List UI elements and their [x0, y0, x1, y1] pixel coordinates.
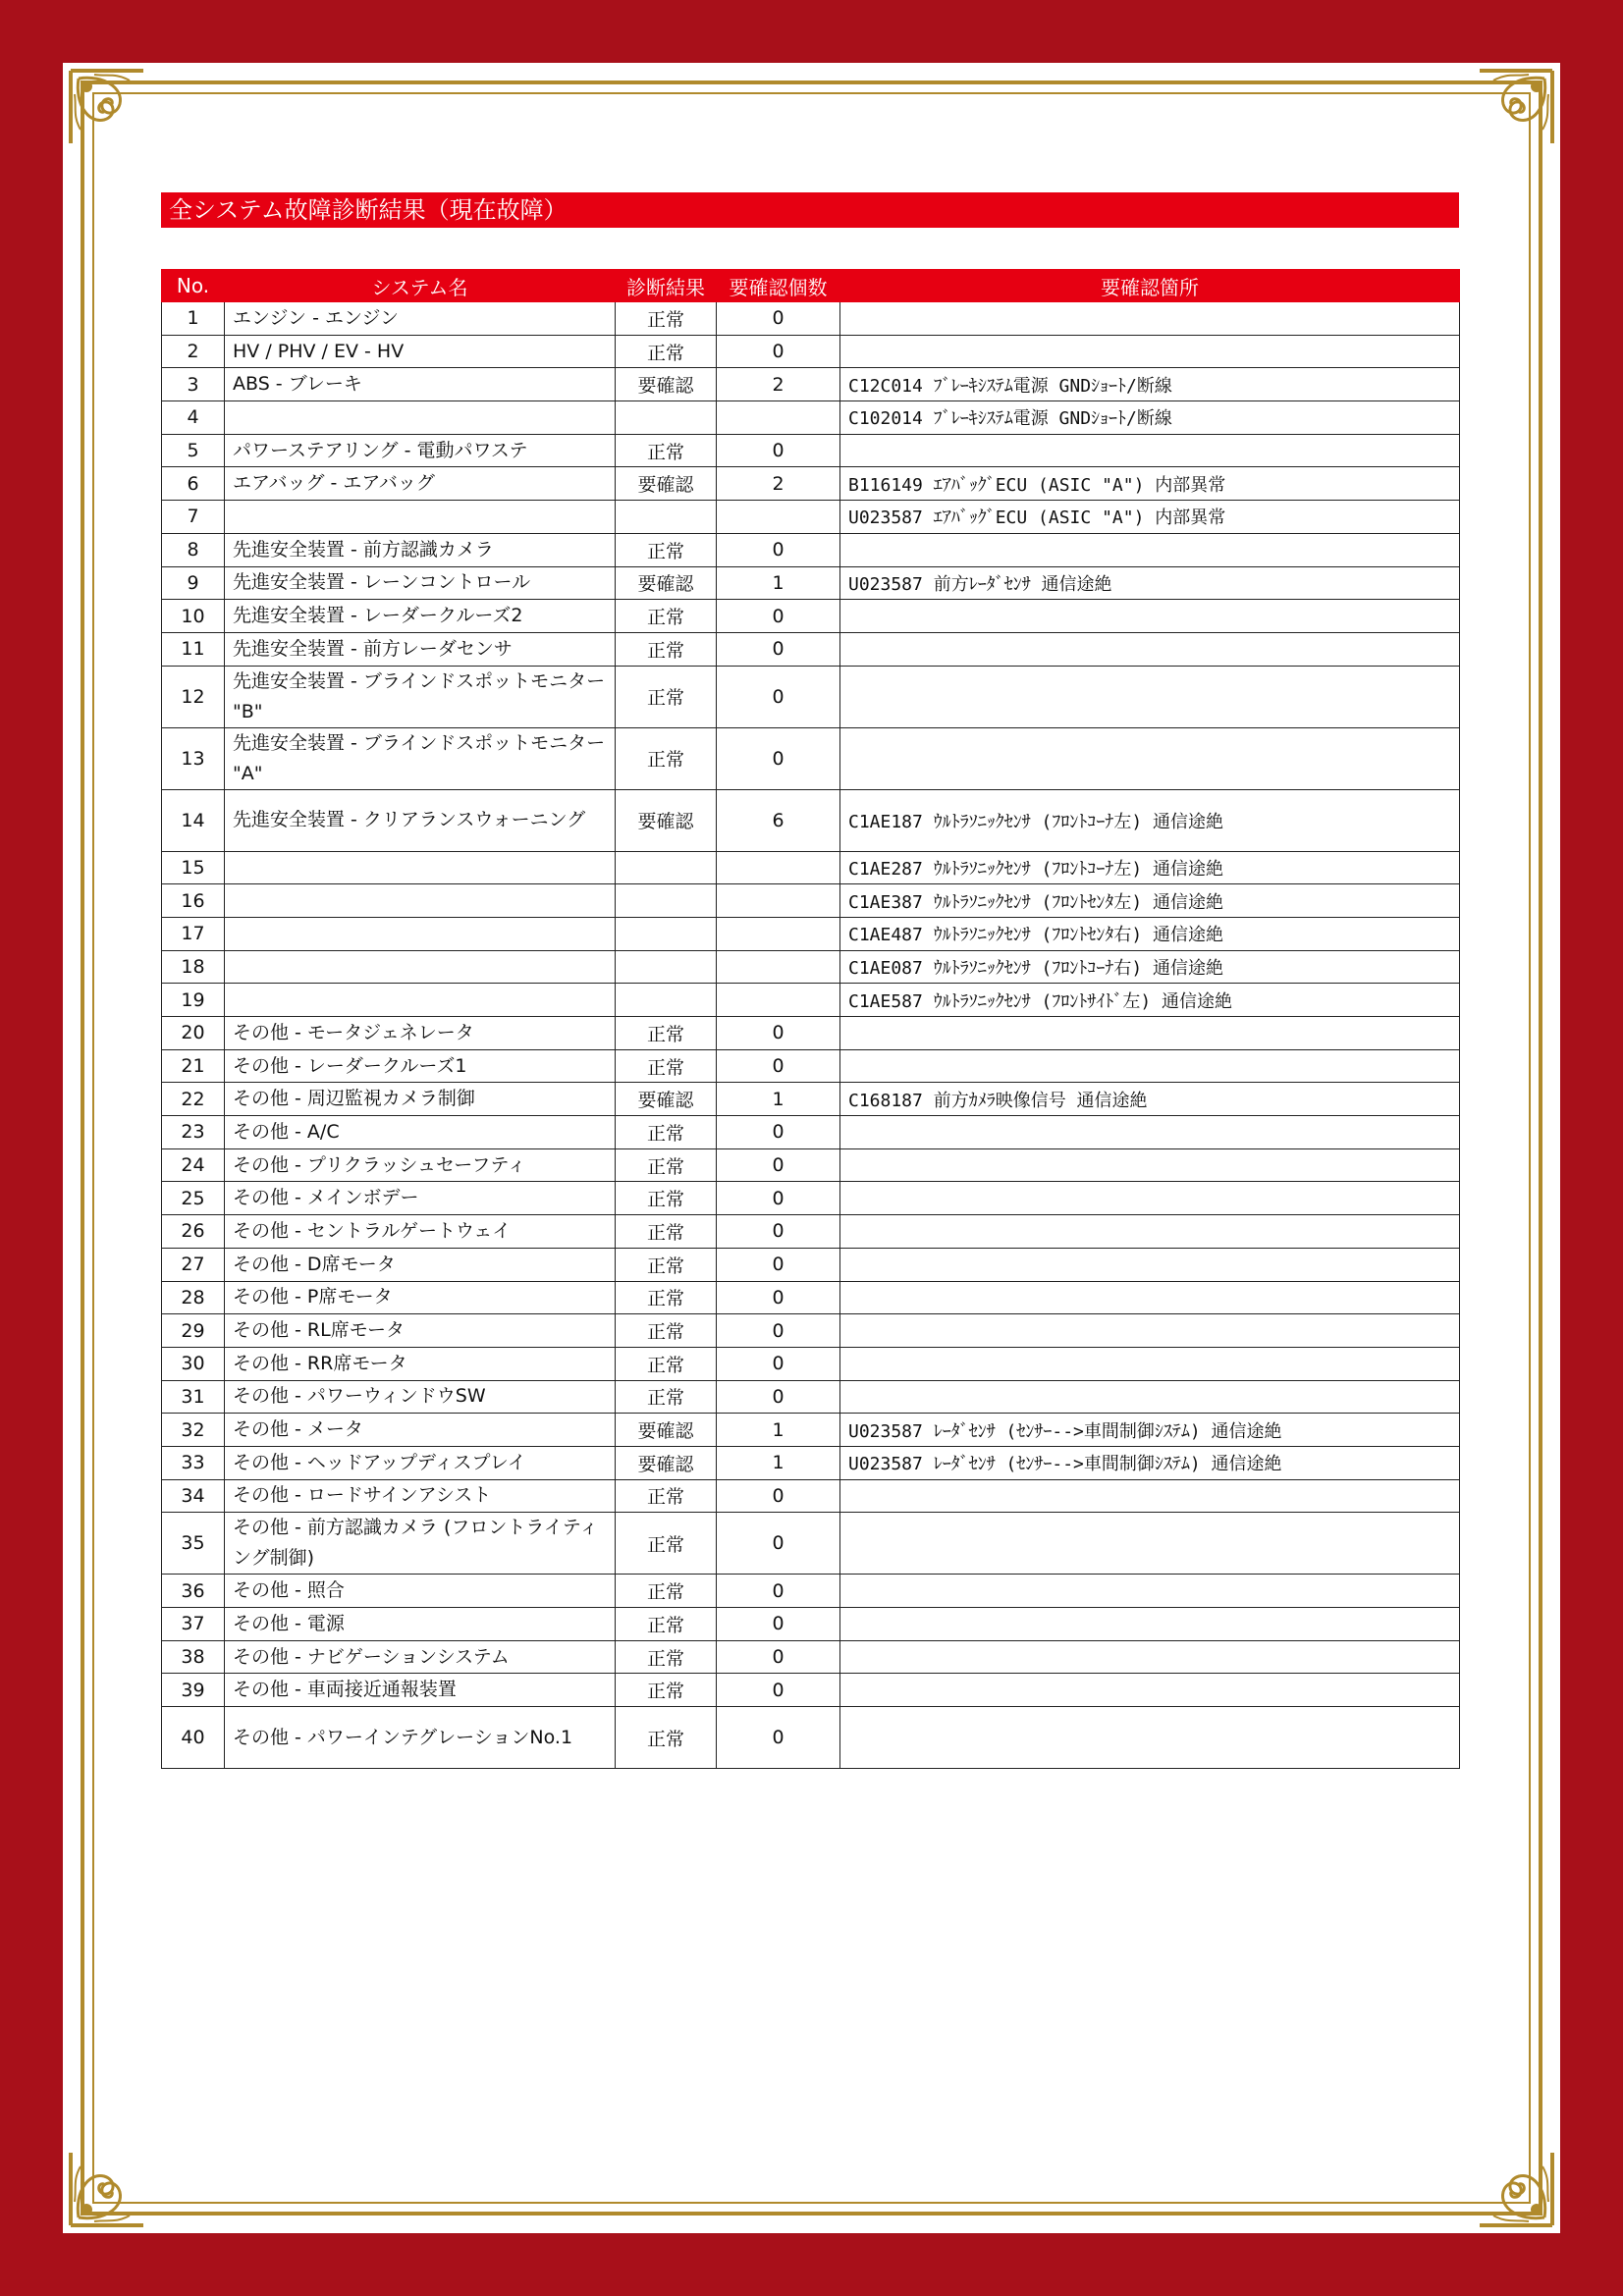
- row-location-cell: C1AE487 ｳﾙﾄﾗｿﾆｯｸｾﾝｻ (ﾌﾛﾝﾄｾﾝﾀ右) 通信途絶: [840, 917, 1460, 950]
- row-no-cell: 10: [162, 600, 225, 633]
- table-row: [162, 1049, 1460, 1083]
- row-location-cell: C102014 ﾌﾞﾚｰｷｼｽﾃﾑ電源 GNDｼｮｰﾄ/断線: [840, 401, 1460, 435]
- row-count-cell: 0: [717, 1248, 840, 1281]
- row-result-cell: 正常: [616, 1674, 717, 1707]
- row-no-cell: 13: [162, 727, 225, 789]
- row-system-cell: 先進安全装置 - クリアランスウォーニング: [225, 789, 616, 851]
- row-result-cell: 正常: [616, 1707, 717, 1769]
- row-result-cell: 正常: [616, 1380, 717, 1414]
- table-row: [162, 1116, 1460, 1149]
- row-location-cell: [840, 1148, 1460, 1182]
- table-row: [162, 434, 1460, 467]
- row-location-cell: [840, 1116, 1460, 1149]
- row-location-cell: C1AE587 ｳﾙﾄﾗｿﾆｯｸｾﾝｻ (ﾌﾛﾝﾄｻｲﾄﾞ左) 通信途絶: [840, 984, 1460, 1017]
- row-result-cell: 正常: [616, 335, 717, 368]
- table-row: [162, 632, 1460, 666]
- row-count-cell: [717, 950, 840, 984]
- row-result-cell: 正常: [616, 1479, 717, 1513]
- row-location-cell: [840, 1674, 1460, 1707]
- table-row: [162, 1083, 1460, 1116]
- row-count-cell: 0: [717, 1017, 840, 1050]
- table-row: [162, 1182, 1460, 1215]
- row-system-cell: その他 - モータジェネレータ: [225, 1017, 616, 1050]
- row-system-cell: 先進安全装置 - ブラインドスポットモニター "A": [225, 727, 616, 789]
- row-system-cell: その他 - RR席モータ: [225, 1347, 616, 1380]
- table-row: [162, 1380, 1460, 1414]
- row-location-cell: [840, 1314, 1460, 1348]
- table-row: [162, 884, 1460, 918]
- row-count-cell: 0: [717, 1347, 840, 1380]
- row-result-cell: 正常: [616, 666, 717, 727]
- row-system-cell: HV / PHV / EV - HV: [225, 335, 616, 368]
- header-location: 要確認箇所: [840, 270, 1460, 302]
- row-location-cell: C1AE387 ｳﾙﾄﾗｿﾆｯｸｾﾝｻ (ﾌﾛﾝﾄｾﾝﾀ左) 通信途絶: [840, 884, 1460, 918]
- row-result-cell: 要確認: [616, 368, 717, 401]
- row-no-cell: 4: [162, 401, 225, 435]
- row-result-cell: 正常: [616, 1640, 717, 1674]
- table-row: [162, 1640, 1460, 1674]
- row-result-cell: 正常: [616, 434, 717, 467]
- row-location-cell: U023587 ｴｱﾊﾞｯｸﾞECU (ASIC "A") 内部異常: [840, 501, 1460, 534]
- row-location-cell: [840, 1017, 1460, 1050]
- row-system-cell: [225, 401, 616, 435]
- row-result-cell: 要確認: [616, 566, 717, 600]
- row-result-cell: 正常: [616, 1347, 717, 1380]
- row-count-cell: 2: [717, 368, 840, 401]
- row-location-cell: [840, 632, 1460, 666]
- row-system-cell: [225, 917, 616, 950]
- table-row: [162, 368, 1460, 401]
- row-result-cell: 要確認: [616, 1446, 717, 1479]
- row-no-cell: 22: [162, 1083, 225, 1116]
- row-result-cell: 正常: [616, 1248, 717, 1281]
- row-result-cell: 正常: [616, 1314, 717, 1348]
- report-page: [63, 63, 1560, 2233]
- row-count-cell: [717, 501, 840, 534]
- row-count-cell: 0: [717, 434, 840, 467]
- row-count-cell: 0: [717, 1182, 840, 1215]
- row-system-cell: その他 - RL席モータ: [225, 1314, 616, 1348]
- row-result-cell: 正常: [616, 1017, 717, 1050]
- row-no-cell: 18: [162, 950, 225, 984]
- ornament-corner-icon: [65, 65, 155, 155]
- row-system-cell: 先進安全装置 - ブラインドスポットモニター "B": [225, 666, 616, 727]
- row-location-cell: [840, 1281, 1460, 1314]
- row-system-cell: その他 - 周辺監視カメラ制御: [225, 1083, 616, 1116]
- table-row: [162, 1248, 1460, 1281]
- row-no-cell: 14: [162, 789, 225, 851]
- row-result-cell: 正常: [616, 1049, 717, 1083]
- row-count-cell: 0: [717, 1707, 840, 1769]
- row-result-cell: [616, 401, 717, 435]
- row-result-cell: 正常: [616, 1215, 717, 1249]
- row-no-cell: 25: [162, 1182, 225, 1215]
- row-count-cell: 0: [717, 302, 840, 336]
- row-location-cell: [840, 1347, 1460, 1380]
- table-row: [162, 467, 1460, 501]
- row-result-cell: 正常: [616, 302, 717, 336]
- row-no-cell: 2: [162, 335, 225, 368]
- row-system-cell: [225, 984, 616, 1017]
- row-count-cell: 0: [717, 1479, 840, 1513]
- row-result-cell: 要確認: [616, 1414, 717, 1447]
- row-system-cell: その他 - ナビゲーションシステム: [225, 1640, 616, 1674]
- row-no-cell: 38: [162, 1640, 225, 1674]
- row-no-cell: 35: [162, 1513, 225, 1575]
- row-system-cell: その他 - 車両接近通報装置: [225, 1674, 616, 1707]
- row-count-cell: 1: [717, 1414, 840, 1447]
- row-result-cell: 正常: [616, 1513, 717, 1575]
- row-location-cell: [840, 335, 1460, 368]
- row-no-cell: 23: [162, 1116, 225, 1149]
- row-count-cell: 0: [717, 533, 840, 566]
- row-result-cell: [616, 884, 717, 918]
- table-row: [162, 984, 1460, 1017]
- table-row: [162, 1148, 1460, 1182]
- row-count-cell: 0: [717, 1640, 840, 1674]
- row-no-cell: 24: [162, 1148, 225, 1182]
- row-result-cell: 正常: [616, 600, 717, 633]
- table-row: [162, 917, 1460, 950]
- row-count-cell: 0: [717, 1513, 840, 1575]
- row-no-cell: 20: [162, 1017, 225, 1050]
- row-result-cell: 正常: [616, 1575, 717, 1608]
- row-no-cell: 21: [162, 1049, 225, 1083]
- row-system-cell: その他 - パワーインテグレーションNo.1: [225, 1707, 616, 1769]
- row-system-cell: 先進安全装置 - レーダークルーズ2: [225, 600, 616, 633]
- row-result-cell: 正常: [616, 1148, 717, 1182]
- table-row: [162, 600, 1460, 633]
- row-no-cell: 34: [162, 1479, 225, 1513]
- table-row: [162, 1017, 1460, 1050]
- row-no-cell: 27: [162, 1248, 225, 1281]
- row-count-cell: 0: [717, 1575, 840, 1608]
- row-no-cell: 29: [162, 1314, 225, 1348]
- row-location-cell: [840, 1608, 1460, 1641]
- row-result-cell: 正常: [616, 533, 717, 566]
- table-row: [162, 501, 1460, 534]
- row-location-cell: [840, 1513, 1460, 1575]
- row-location-cell: C1AE087 ｳﾙﾄﾗｿﾆｯｸｾﾝｻ (ﾌﾛﾝﾄｺｰﾅ右) 通信途絶: [840, 950, 1460, 984]
- row-system-cell: エアバッグ - エアバッグ: [225, 467, 616, 501]
- row-location-cell: [840, 1479, 1460, 1513]
- table-row: [162, 335, 1460, 368]
- row-system-cell: その他 - P席モータ: [225, 1281, 616, 1314]
- table-row: [162, 302, 1460, 336]
- row-system-cell: 先進安全装置 - 前方レーダセンサ: [225, 632, 616, 666]
- row-result-cell: 正常: [616, 632, 717, 666]
- row-location-cell: C168187 前方ｶﾒﾗ映像信号 通信途絶: [840, 1083, 1460, 1116]
- row-result-cell: [616, 984, 717, 1017]
- row-system-cell: [225, 884, 616, 918]
- row-location-cell: [840, 1248, 1460, 1281]
- row-count-cell: 0: [717, 1608, 840, 1641]
- row-no-cell: 7: [162, 501, 225, 534]
- row-no-cell: 32: [162, 1414, 225, 1447]
- row-system-cell: その他 - メインボデー: [225, 1182, 616, 1215]
- row-no-cell: 5: [162, 434, 225, 467]
- row-result-cell: 正常: [616, 1116, 717, 1149]
- row-location-cell: [840, 302, 1460, 336]
- row-location-cell: U023587 ﾚｰﾀﾞｾﾝｻ (ｾﾝｻｰ-->車間制御ｼｽﾃﾑ) 通信途絶: [840, 1446, 1460, 1479]
- table-row: [162, 1575, 1460, 1608]
- table-row: [162, 1674, 1460, 1707]
- row-location-cell: U023587 前方ﾚｰﾀﾞｾﾝｻ 通信途絶: [840, 566, 1460, 600]
- row-no-cell: 33: [162, 1446, 225, 1479]
- table-row: [162, 1608, 1460, 1641]
- row-system-cell: その他 - パワーウィンドウSW: [225, 1380, 616, 1414]
- row-system-cell: その他 - ロードサインアシスト: [225, 1479, 616, 1513]
- row-system-cell: エンジン - エンジン: [225, 302, 616, 336]
- table-row: [162, 1707, 1460, 1769]
- row-count-cell: 0: [717, 1116, 840, 1149]
- table-row: [162, 1281, 1460, 1314]
- row-no-cell: 19: [162, 984, 225, 1017]
- row-system-cell: その他 - ヘッドアップディスプレイ: [225, 1446, 616, 1479]
- row-system-cell: [225, 851, 616, 884]
- row-system-cell: [225, 501, 616, 534]
- row-system-cell: その他 - 電源: [225, 1608, 616, 1641]
- row-count-cell: 0: [717, 1148, 840, 1182]
- row-no-cell: 31: [162, 1380, 225, 1414]
- row-location-cell: C1AE287 ｳﾙﾄﾗｿﾆｯｸｾﾝｻ (ﾌﾛﾝﾄｺｰﾅ左) 通信途絶: [840, 851, 1460, 884]
- row-count-cell: 0: [717, 1674, 840, 1707]
- row-no-cell: 3: [162, 368, 225, 401]
- row-no-cell: 28: [162, 1281, 225, 1314]
- row-count-cell: 0: [717, 600, 840, 633]
- table-row: [162, 1513, 1460, 1575]
- row-count-cell: 0: [717, 1049, 840, 1083]
- row-location-cell: [840, 727, 1460, 789]
- row-count-cell: 0: [717, 666, 840, 727]
- row-no-cell: 6: [162, 467, 225, 501]
- row-no-cell: 12: [162, 666, 225, 727]
- row-count-cell: [717, 851, 840, 884]
- row-system-cell: その他 - 前方認識カメラ (フロントライティング制御): [225, 1513, 616, 1575]
- row-count-cell: 0: [717, 1281, 840, 1314]
- row-count-cell: 1: [717, 566, 840, 600]
- row-location-cell: C1AE187 ｳﾙﾄﾗｿﾆｯｸｾﾝｻ (ﾌﾛﾝﾄｺｰﾅ左) 通信途絶: [840, 789, 1460, 851]
- row-system-cell: ABS - ブレーキ: [225, 368, 616, 401]
- row-location-cell: U023587 ﾚｰﾀﾞｾﾝｻ (ｾﾝｻｰ-->車間制御ｼｽﾃﾑ) 通信途絶: [840, 1414, 1460, 1447]
- row-no-cell: 11: [162, 632, 225, 666]
- table-row: [162, 566, 1460, 600]
- row-result-cell: 正常: [616, 1182, 717, 1215]
- row-result-cell: [616, 851, 717, 884]
- table-row: [162, 1314, 1460, 1348]
- row-location-cell: [840, 533, 1460, 566]
- row-result-cell: 正常: [616, 1608, 717, 1641]
- diagnosis-table: [161, 269, 1460, 1769]
- table-row: [162, 533, 1460, 566]
- row-system-cell: その他 - レーダークルーズ1: [225, 1049, 616, 1083]
- row-no-cell: 16: [162, 884, 225, 918]
- row-location-cell: [840, 1380, 1460, 1414]
- row-count-cell: 0: [717, 727, 840, 789]
- ornament-corner-icon: [1468, 2141, 1558, 2231]
- table-row: [162, 1414, 1460, 1447]
- table-row: [162, 401, 1460, 435]
- table-row: [162, 666, 1460, 727]
- row-system-cell: その他 - メータ: [225, 1414, 616, 1447]
- table-row: [162, 727, 1460, 789]
- row-no-cell: 39: [162, 1674, 225, 1707]
- row-count-cell: [717, 917, 840, 950]
- row-system-cell: [225, 950, 616, 984]
- row-result-cell: [616, 917, 717, 950]
- table-row: [162, 789, 1460, 851]
- ornament-corner-icon: [1468, 65, 1558, 155]
- table-row: [162, 1215, 1460, 1249]
- row-no-cell: 26: [162, 1215, 225, 1249]
- row-count-cell: [717, 984, 840, 1017]
- row-result-cell: 要確認: [616, 789, 717, 851]
- row-system-cell: その他 - A/C: [225, 1116, 616, 1149]
- row-location-cell: [840, 1575, 1460, 1608]
- row-system-cell: その他 - 照合: [225, 1575, 616, 1608]
- header-count: 要確認個数: [717, 270, 840, 302]
- row-count-cell: 1: [717, 1446, 840, 1479]
- row-system-cell: その他 - セントラルゲートウェイ: [225, 1215, 616, 1249]
- header-system: システム名: [225, 270, 616, 302]
- table-row: [162, 1479, 1460, 1513]
- row-result-cell: 要確認: [616, 1083, 717, 1116]
- row-no-cell: 15: [162, 851, 225, 884]
- row-result-cell: [616, 950, 717, 984]
- row-location-cell: [840, 1049, 1460, 1083]
- row-location-cell: [840, 666, 1460, 727]
- header-result: 診断結果: [616, 270, 717, 302]
- row-result-cell: [616, 501, 717, 534]
- row-no-cell: 36: [162, 1575, 225, 1608]
- row-no-cell: 8: [162, 533, 225, 566]
- row-count-cell: 0: [717, 1314, 840, 1348]
- table-row: [162, 1446, 1460, 1479]
- row-count-cell: 6: [717, 789, 840, 851]
- row-system-cell: その他 - D席モータ: [225, 1248, 616, 1281]
- table-row: [162, 851, 1460, 884]
- table-header-row: [162, 270, 1460, 302]
- table-body: [162, 302, 1460, 1769]
- row-count-cell: 0: [717, 632, 840, 666]
- header-no: No.: [162, 270, 225, 302]
- row-system-cell: パワーステアリング - 電動パワステ: [225, 434, 616, 467]
- row-no-cell: 40: [162, 1707, 225, 1769]
- row-no-cell: 17: [162, 917, 225, 950]
- row-no-cell: 9: [162, 566, 225, 600]
- row-count-cell: 0: [717, 1380, 840, 1414]
- row-count-cell: 0: [717, 335, 840, 368]
- ornament-corner-icon: [65, 2141, 155, 2231]
- row-result-cell: 要確認: [616, 467, 717, 501]
- row-count-cell: [717, 884, 840, 918]
- row-no-cell: 30: [162, 1347, 225, 1380]
- table-row: [162, 1347, 1460, 1380]
- table-row: [162, 950, 1460, 984]
- row-result-cell: 正常: [616, 727, 717, 789]
- row-count-cell: 0: [717, 1215, 840, 1249]
- row-location-cell: B116149 ｴｱﾊﾞｯｸﾞECU (ASIC "A") 内部異常: [840, 467, 1460, 501]
- row-system-cell: 先進安全装置 - 前方認識カメラ: [225, 533, 616, 566]
- row-location-cell: [840, 1182, 1460, 1215]
- row-system-cell: 先進安全装置 - レーンコントロール: [225, 566, 616, 600]
- row-count-cell: 2: [717, 467, 840, 501]
- row-no-cell: 37: [162, 1608, 225, 1641]
- row-location-cell: [840, 1707, 1460, 1769]
- row-result-cell: 正常: [616, 1281, 717, 1314]
- row-location-cell: [840, 600, 1460, 633]
- row-location-cell: [840, 1640, 1460, 1674]
- row-system-cell: その他 - プリクラッシュセーフティ: [225, 1148, 616, 1182]
- report-title: 全システム故障診断結果（現在故障）: [161, 192, 1459, 228]
- row-location-cell: C12C014 ﾌﾞﾚｰｷｼｽﾃﾑ電源 GNDｼｮｰﾄ/断線: [840, 368, 1460, 401]
- row-count-cell: [717, 401, 840, 435]
- row-no-cell: 1: [162, 302, 225, 336]
- row-location-cell: [840, 1215, 1460, 1249]
- row-location-cell: [840, 434, 1460, 467]
- row-count-cell: 1: [717, 1083, 840, 1116]
